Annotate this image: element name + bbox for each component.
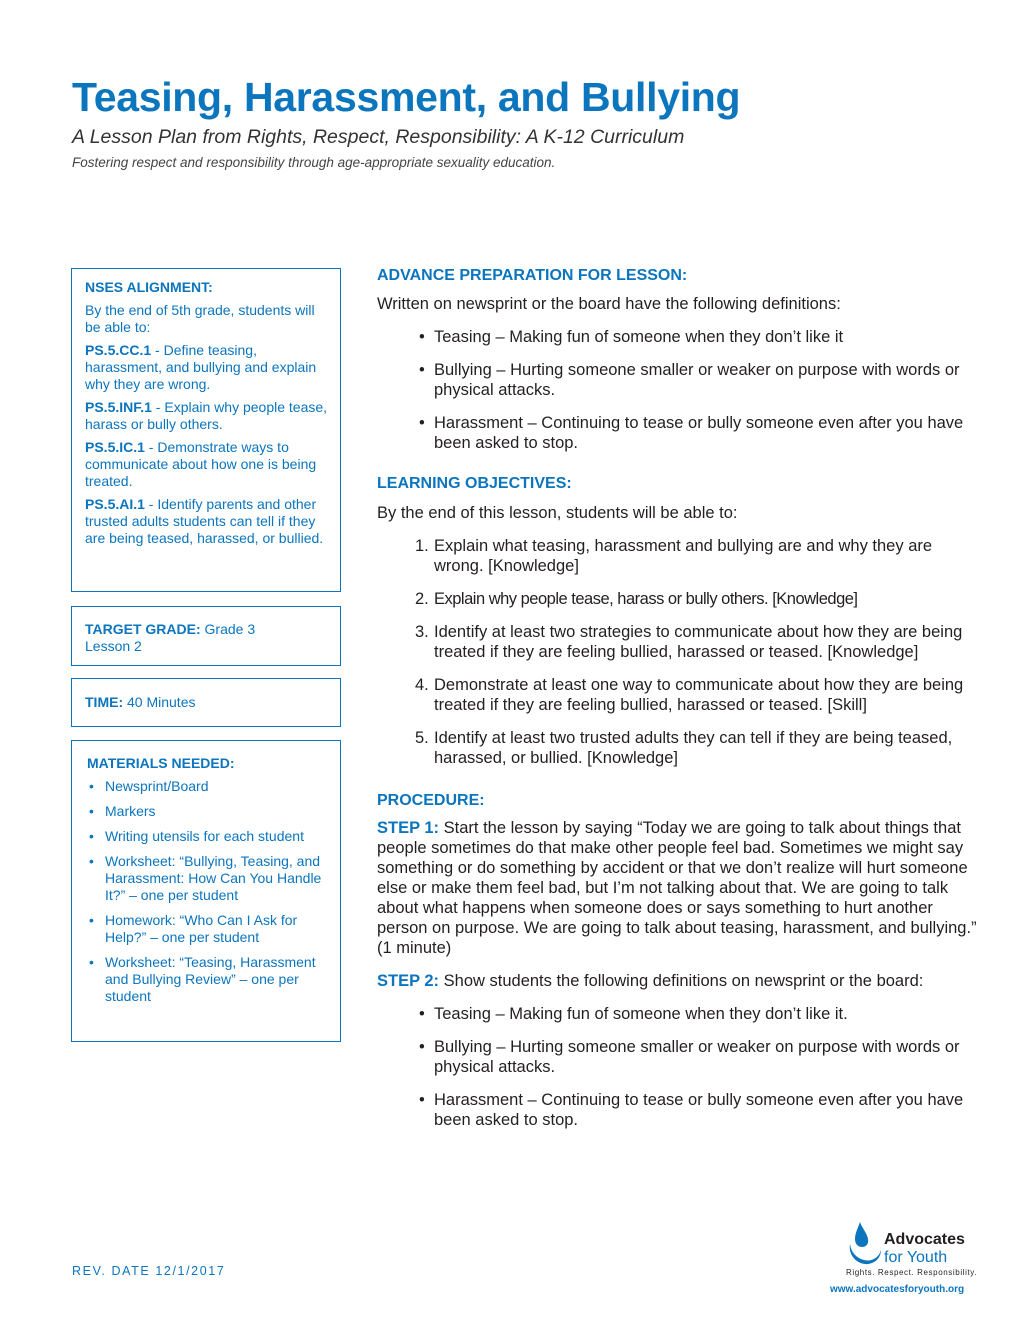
objective-number: 3. [415,623,429,641]
standard-text: - Explain why people tease, harass or bully others. [85,399,328,432]
standard-text: - Define teasing, harassment, and bullying and explain why they are wrong. [85,342,317,392]
definition-item: • Harassment – Continuing to tease or bully someone even after you have been asked to stop. [377,1090,977,1130]
objective-item [377,589,977,609]
nses-standard [85,399,328,433]
standard-code: PS.5.AI.1 [85,496,145,512]
nses-alignment-box [71,268,341,592]
page-subtitle: A Lesson Plan from Rights, Respect, Responsibility: A K-12 Curriculum [72,126,685,148]
nses-standard [85,342,328,393]
list-item: • Worksheet: “Teasing, Harassment and Bullying Review” – one per student [87,954,328,1005]
step-1 [377,818,977,958]
website-url: www.advocatesforyouth.org [830,1284,965,1295]
nses-standard [85,439,328,490]
logo-text-line-1: Advocates [884,1231,965,1248]
materials-heading: MATERIALS NEEDED: [87,755,235,771]
time-value: 40 Minutes [123,694,196,710]
definition-item: • Harassment – Continuing to tease or bully someone even after you have been asked to stop. [377,413,977,453]
water-drop-logo-icon [846,1220,882,1266]
objective-text: Demonstrate at least one way to communicate about how they are being treated if they are feeling bullied, harassed or teased. [Skill] [434,676,964,714]
definition-item: • Teasing – Making fun of someone when they don’t like it. [377,1004,977,1024]
step-2-definitions-list [377,1004,977,1130]
list-item: • Homework: “Who Can I Ask for Help?” – one per student [87,912,328,946]
list-item: • Markers [87,803,328,820]
nses-intro: By the end of 5th grade, students will be able to: [85,302,315,335]
target-grade-value: Grade 3 [200,621,256,637]
objectives-list [377,536,977,768]
materials-box [71,740,341,1042]
list-item: • Writing utensils for each student [87,828,328,845]
step-2 [377,971,977,991]
list-item: • Worksheet: “Bullying, Teasing, and Harassment: How Can You Handle It?” – one per student [87,853,328,904]
objective-number: 4. [415,676,429,694]
target-grade-label: TARGET GRADE: [85,621,201,637]
lesson-number: Lesson 2 [85,638,142,654]
nses-standard [85,496,328,547]
target-grade-line [85,621,328,638]
procedure-heading: PROCEDURE: [377,792,485,809]
advocates-for-youth-logo [830,1218,981,1300]
time-box [71,678,341,727]
advance-definitions-list [377,327,977,453]
materials-list [87,778,328,1005]
objective-item [377,536,977,576]
objective-item [377,728,977,768]
standard-code: PS.5.IC.1 [85,439,145,455]
page-tagline: Fostering respect and responsibility through age-appropriate sexuality education. [72,155,556,170]
objective-number: 1. [415,537,429,555]
objective-item [377,675,977,715]
step-1-text: Start the lesson by saying “Today we are going to talk about things that people sometimes do that make other people feel bad. Sometimes we might say something or do something by accident or that we don’t realize will hurt someone else or make them feel bad, but I’m not talking about that. We are going to talk about what happens when someone does or says something to hurt another person on purpose. We are going to talk about teasing, harassment, and bullying.” (1 minute) [377,819,977,957]
objective-text: Explain what teasing, harassment and bullying are and why they are wrong. [Knowledge] [434,537,933,575]
standard-code: PS.5.CC.1 [85,342,152,358]
revision-date: REV. DATE 12/1/2017 [72,1264,226,1278]
standard-text: - Identify parents and other trusted adults students can tell if they are being teased, harassed, or bullied. [85,496,324,546]
definition-item: • Teasing – Making fun of someone when they don’t like it [377,327,977,347]
objective-text: Identify at least two strategies to communicate about how they are being treated if they are feeling bullied, harassed or teased. [Knowledge] [434,623,963,661]
main-content [377,266,977,1130]
logo-tagline: Rights. Respect. Responsibility. [846,1268,978,1277]
nses-heading: NSES ALIGNMENT: [85,279,213,295]
objective-item [377,622,977,662]
advance-prep-heading: ADVANCE PREPARATION FOR LESSON: [377,267,688,284]
step-2-label: STEP 2: [377,972,440,990]
objective-text: Identify at least two trusted adults they can tell if they are being teased, harassed, or bullied. [Knowledge] [434,729,953,767]
objectives-heading: LEARNING OBJECTIVES: [377,475,572,492]
page-title: Teasing, Harassment, and Bullying [72,74,741,120]
objective-text: Explain why people tease, harass or bully others. [Knowledge] [434,590,858,608]
definition-item: • Bullying – Hurting someone smaller or weaker on purpose with words or physical attacks. [377,1037,977,1077]
standard-text: - Demonstrate ways to communicate about how one is being treated. [85,439,317,489]
standard-code: PS.5.INF.1 [85,399,152,415]
step-2-text: Show students the following definitions on newsprint or the board: [439,972,924,990]
step-1-label: STEP 1: [377,819,440,837]
list-item: • Newsprint/Board [87,778,328,795]
objective-number: 5. [415,729,429,747]
time-label: TIME: [85,694,124,710]
advance-prep-intro: Written on newsprint or the board have the following definitions: [377,295,841,313]
objective-number: 2. [415,590,429,608]
target-grade-box [71,606,341,666]
definition-item: • Bullying – Hurting someone smaller or weaker on purpose with words or physical attacks. [377,360,977,400]
objectives-intro: By the end of this lesson, students will be able to: [377,504,738,522]
logo-text-line-2: for Youth [884,1249,948,1266]
